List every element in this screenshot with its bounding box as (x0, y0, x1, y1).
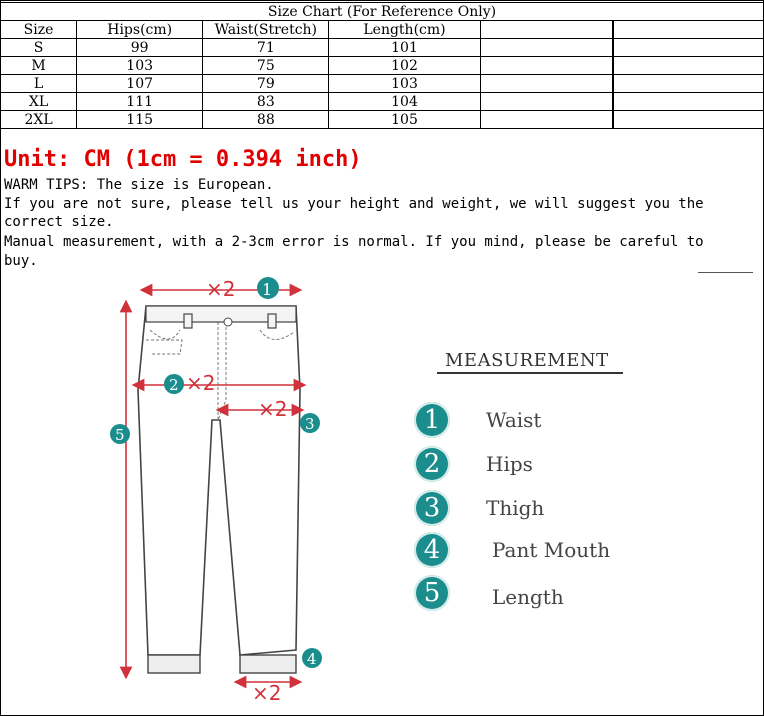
table-row (1, 39, 764, 57)
chart-title-row (1, 3, 764, 21)
table-cell (480, 111, 612, 129)
legend-item-hips (414, 446, 674, 486)
table-row (1, 57, 764, 75)
thigh-badge: 3 (305, 415, 315, 433)
table-row (1, 111, 764, 129)
number-badge: 1 (414, 402, 450, 438)
table-cell: 101 (329, 39, 480, 57)
length-badge: 5 (115, 426, 125, 444)
column-header: Size (1, 21, 77, 39)
size-chart-table (0, 2, 764, 129)
table-cell: 99 (77, 39, 203, 57)
legend-item-waist (414, 402, 674, 442)
suggestion-line-1: If you are not sure, please tell us your height and weight, we will suggest you the (4, 196, 704, 212)
table-cell: 107 (77, 75, 203, 93)
table-cell: XL (1, 93, 77, 111)
table-cell (480, 39, 612, 57)
error-note-line-1: Manual measurement, with a 2-3cm error is normal. If you mind, please be careful to (4, 234, 704, 250)
column-header: Hips(cm) (77, 21, 203, 39)
legend-label: Length (492, 585, 564, 609)
hips-badge: 2 (169, 376, 179, 394)
hips-multiplier: ×2 (186, 371, 216, 395)
number-badge: 5 (414, 575, 450, 611)
thigh-multiplier: ×2 (258, 397, 288, 421)
mouth-badge: 4 (307, 650, 317, 668)
pants-diagram (100, 270, 340, 710)
table-cell: 115 (77, 111, 203, 129)
table-cell (613, 93, 763, 111)
table-cell (480, 93, 612, 111)
column-header: Waist(Stretch) (203, 21, 329, 39)
table-cell (613, 111, 763, 129)
measurement-title: MEASUREMENT (445, 350, 609, 371)
table-cell: 102 (329, 57, 480, 75)
header-row (1, 21, 764, 39)
chart-title: Size Chart (For Reference Only) (1, 3, 764, 21)
table-cell: 103 (77, 57, 203, 75)
suggestion-line-2: correct size. (4, 214, 114, 230)
table-cell: 71 (203, 39, 329, 57)
error-note-line-2: buy. (4, 253, 38, 269)
column-header: Length(cm) (329, 21, 480, 39)
table-cell: 103 (329, 75, 480, 93)
waist-multiplier: ×2 (206, 277, 236, 301)
table-cell: L (1, 75, 77, 93)
table-cell (613, 75, 763, 93)
table-cell: 83 (203, 93, 329, 111)
table-cell: 88 (203, 111, 329, 129)
measurement-underline (437, 372, 623, 374)
unit-note: Unit: CM (1cm = 0.394 inch) (4, 147, 362, 172)
number-badge: 4 (414, 532, 450, 568)
legend-item-thigh (414, 490, 674, 530)
number-badge: 3 (414, 490, 450, 526)
table-cell: 79 (203, 75, 329, 93)
table-cell: 2XL (1, 111, 77, 129)
table-cell: 111 (77, 93, 203, 111)
column-header (480, 21, 612, 39)
table-cell (613, 57, 763, 75)
table-cell: 105 (329, 111, 480, 129)
legend-label: Pant Mouth (492, 538, 611, 562)
button-icon (224, 318, 232, 326)
table-cell (613, 39, 763, 57)
legend-label: Hips (486, 452, 533, 476)
legend-item-length (414, 575, 674, 615)
column-header (613, 21, 763, 39)
waist-badge: 1 (262, 280, 273, 299)
legend-label: Thigh (486, 496, 545, 520)
table-cell: S (1, 39, 77, 57)
warm-tips-line: WARM TIPS: The size is European. (4, 177, 274, 193)
table-cell: 104 (329, 93, 480, 111)
table-cell (480, 57, 612, 75)
mouth-multiplier: ×2 (252, 681, 282, 705)
divider (698, 272, 753, 273)
table-cell: 75 (203, 57, 329, 75)
legend-label: Waist (486, 408, 542, 432)
legend-item-pant-mouth (414, 532, 674, 572)
pants-outline (138, 306, 300, 655)
table-cell: M (1, 57, 77, 75)
table-cell (480, 75, 612, 93)
number-badge: 2 (414, 446, 450, 482)
table-row (1, 93, 764, 111)
cuffs (148, 655, 296, 673)
table-row (1, 75, 764, 93)
